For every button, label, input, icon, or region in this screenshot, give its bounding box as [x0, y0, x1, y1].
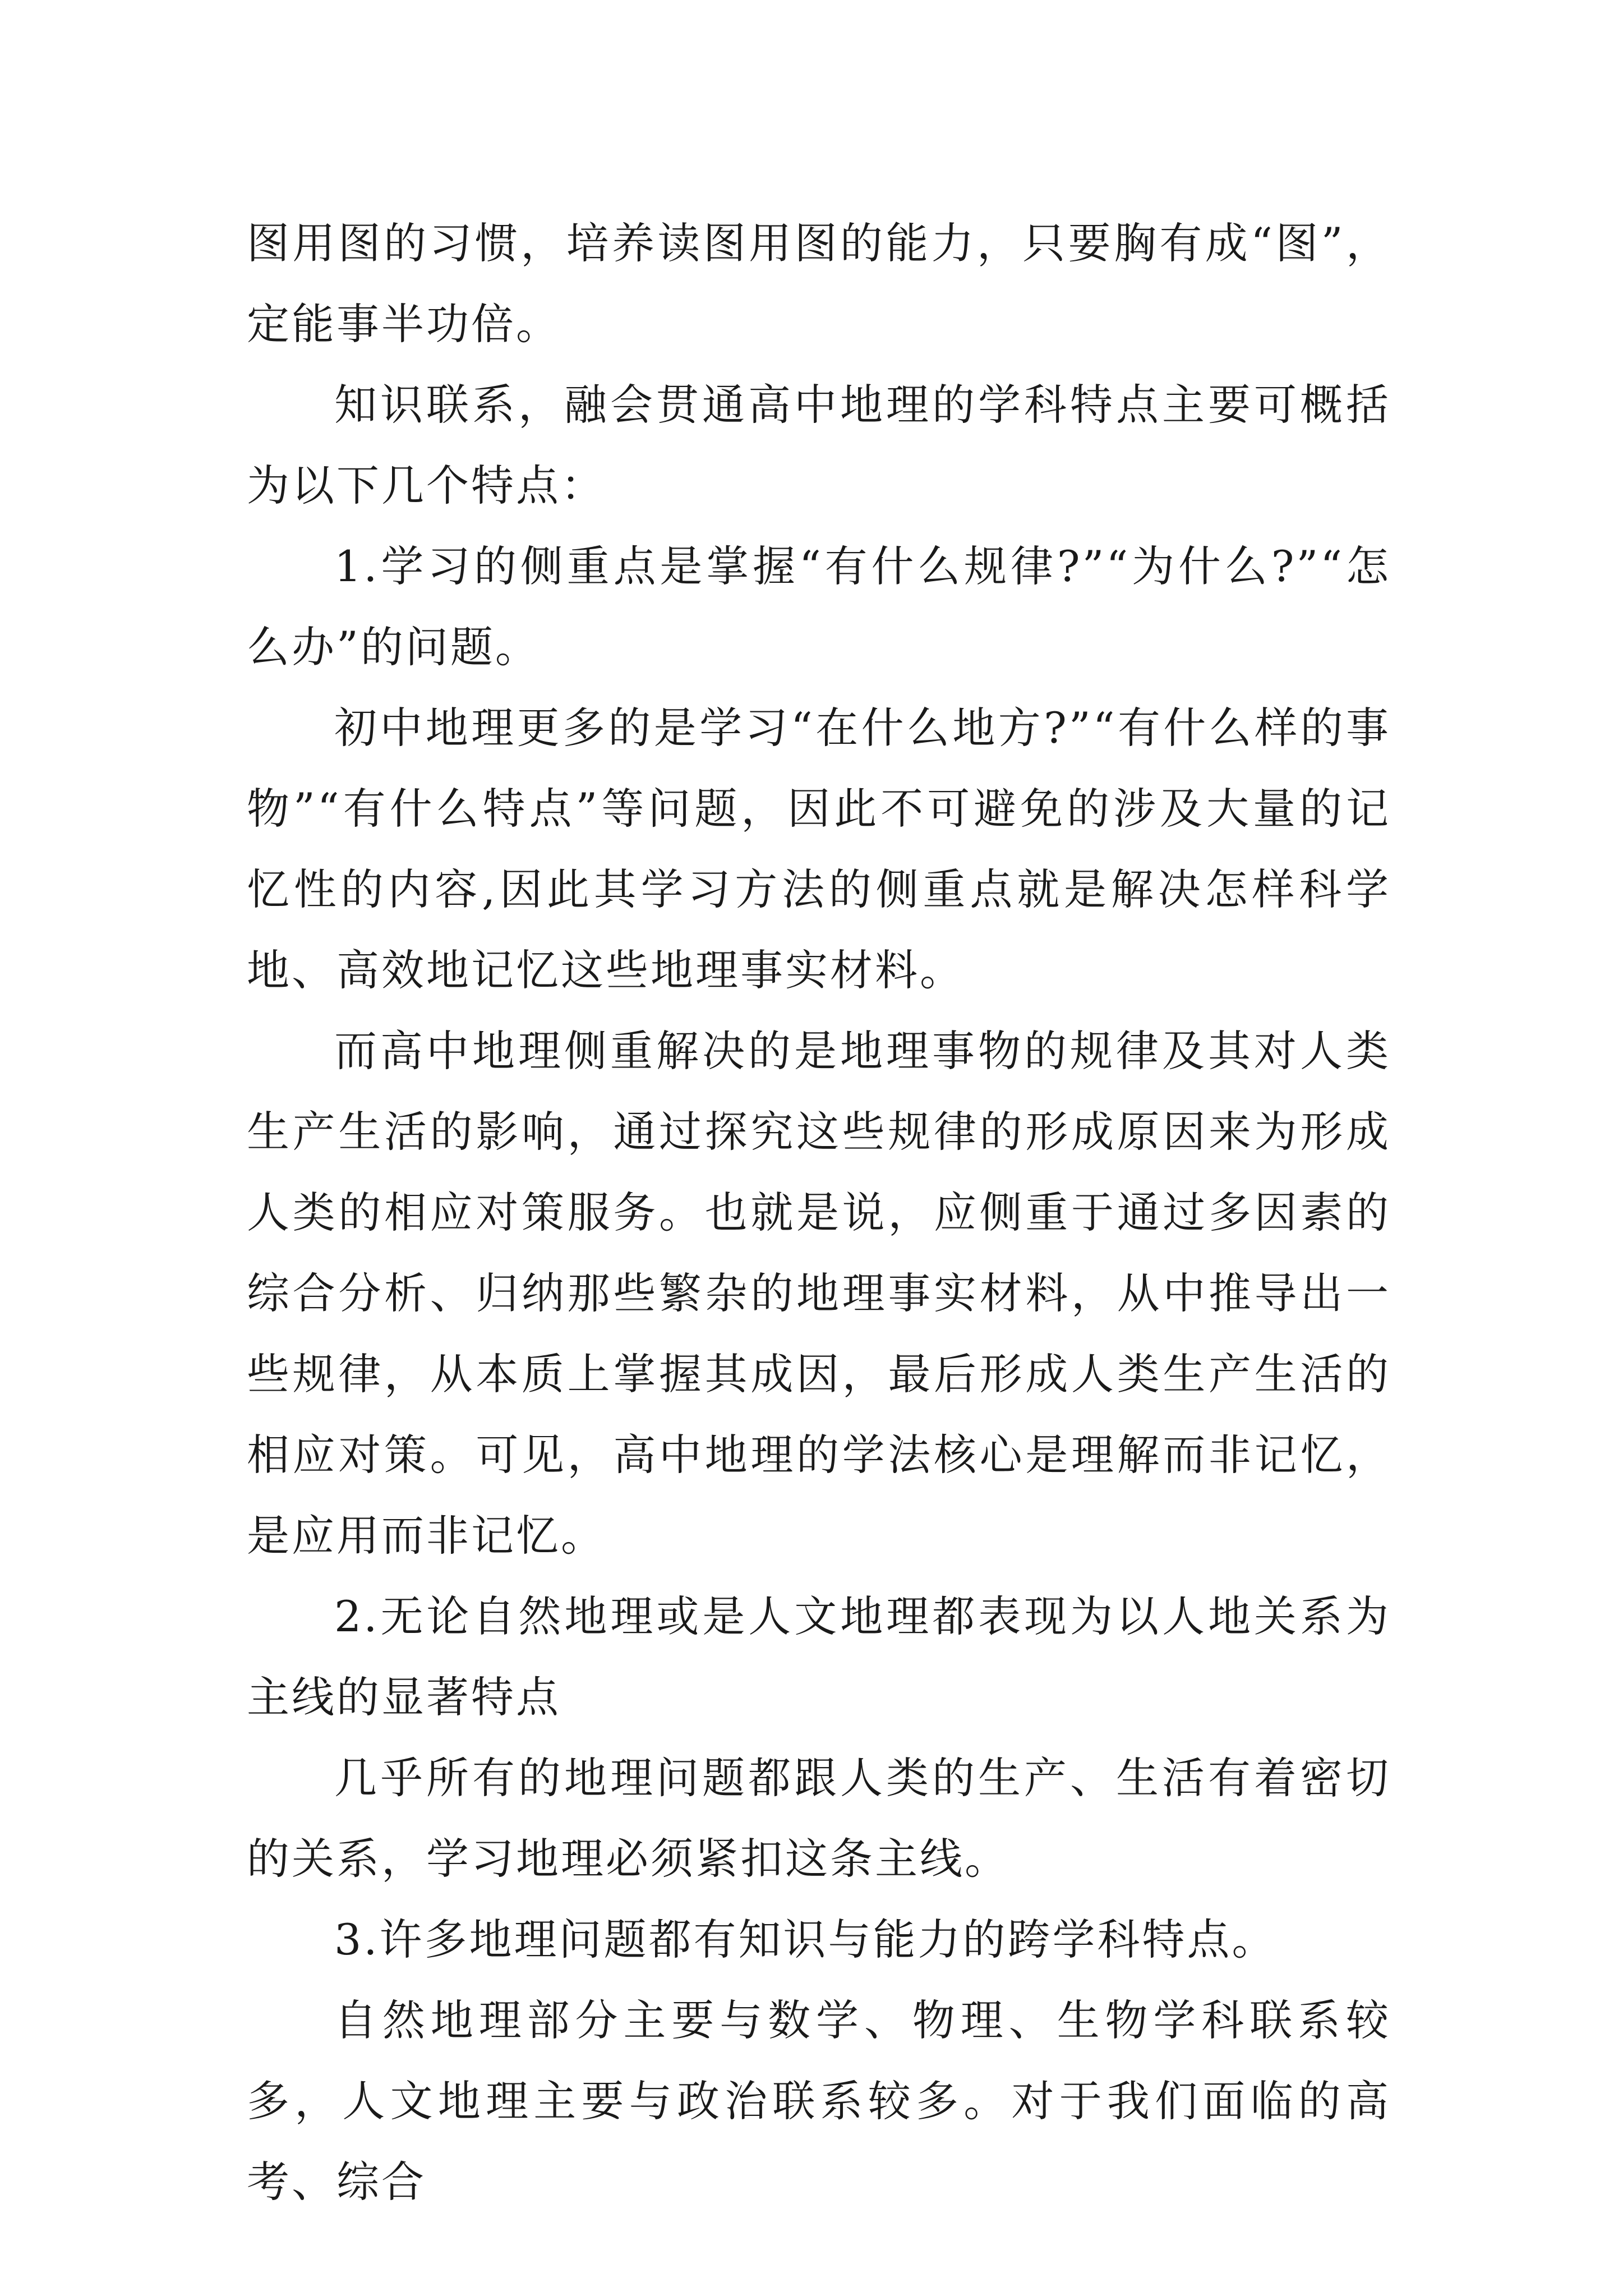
paragraph-7: 几乎所有的地理问题都跟人类的生产、生活有着密切的关系，学习地理必须紧扣这条主线。: [247, 1753, 1391, 1884]
paragraph-2: 知识联系，融会贯通高中地理的学科特点主要可概括为以下几个特点：: [247, 380, 1391, 510]
paragraph-1: 图用图的习惯，培养读图用图的能力，只要胸有成“图”，定能事半功倍。: [247, 218, 1391, 349]
paragraph-9: 自然地理部分主要与数学、物理、生物学科联系较多，人文地理主要与政治联系较多。对于我们面临的高考、综合: [247, 1995, 1391, 2207]
paragraph-5: 而高中地理侧重解决的是地理事物的规律及其对人类生产生活的影响，通过探究这些规律的形成原因来为形成人类的相应对策服务。也就是说，应侧重于通过多因素的综合分析、归纳那些繁杂的地理事实材料，从中推导出一些规律，从本质上掌握其成因，最后形成人类生产生活的相应对策。可见，高中地理的学法核心是理解而非记忆，是应用而非记忆。: [247, 1026, 1391, 1561]
paragraph-4: 初中地理更多的是学习“在什么地方?”“有什么样的事物”“有什么特点”等问题，因此不可避免的涉及大量的记忆性的内容,因此其学习方法的侧重点就是解决怎样科学地、高效地记忆这些地理事实材料。: [247, 703, 1391, 995]
document-body: [247, 203, 1391, 2223]
paragraph-3: 1.学习的侧重点是掌握“有什么规律?”“为什么?”“怎么办”的问题。: [247, 541, 1391, 672]
paragraph-8: 3.许多地理问题都有知识与能力的跨学科特点。: [334, 1915, 1277, 1964]
paragraph-6: 2.无论自然地理或是人文地理都表现为以人地关系为主线的显著特点: [247, 1591, 1391, 1722]
